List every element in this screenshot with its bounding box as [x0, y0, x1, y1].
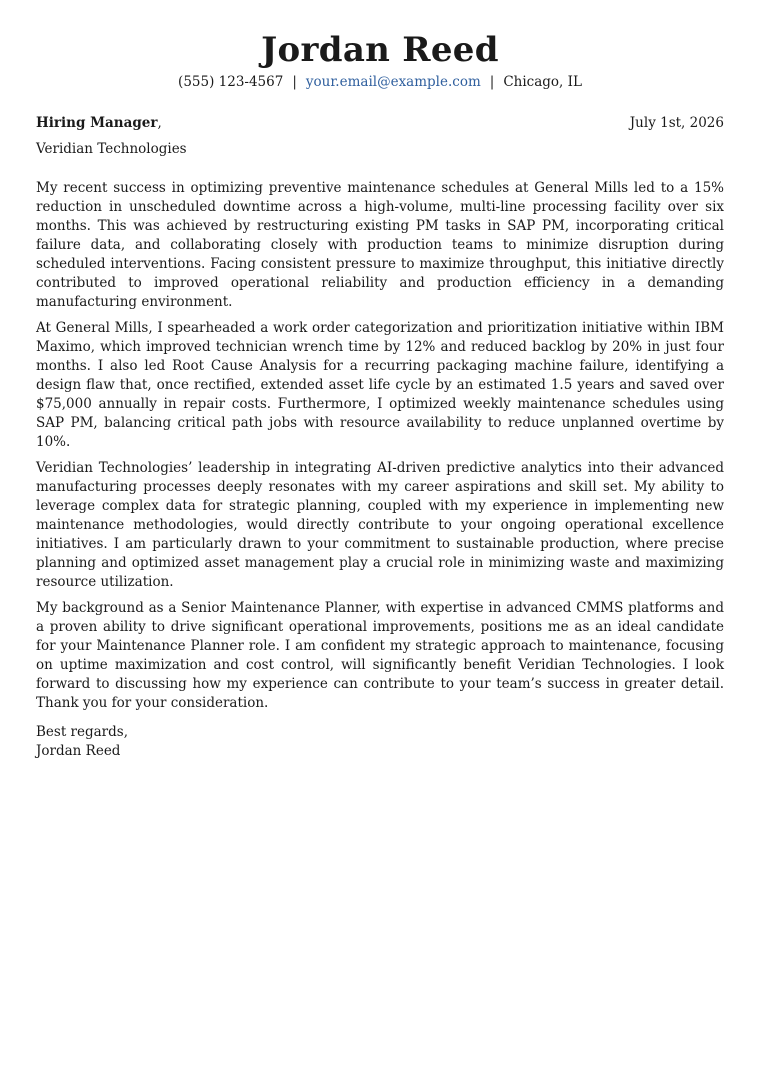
- recipient-title: Hiring Manager: [36, 115, 158, 131]
- contact-line: [36, 72, 724, 92]
- letter-date: July 1st, 2026: [629, 115, 724, 131]
- recipient-suffix: ,: [157, 115, 162, 131]
- recipient-company: Veridian Technologies: [36, 141, 187, 157]
- letter-closing: [36, 723, 724, 761]
- body-paragraph: My background as a Senior Maintenance Planner, with expertise in advanced CMMS platforms and a proven ability to drive significant operational improvements, positions me as an ideal candidate for your Maintenance Planner role. I am confident my strategic approach to maintenance, focusing on uptime maximization and cost control, will significantly benefit Veridian Technologies. I look forward to discussing how my experience can contribute to your team’s success in greater detail. Thank you for your consideration.: [36, 600, 724, 711]
- recipient-line: [36, 113, 162, 133]
- location: Chicago, IL: [503, 74, 582, 90]
- contact-separator: |: [292, 74, 297, 90]
- recipient-date-row: [36, 113, 724, 133]
- closing-salutation: Best regards,: [36, 724, 129, 740]
- body-paragraph: My recent success in optimizing preventive maintenance schedules at General Mills led to a 15% reduction in unscheduled downtime across a high-volume, multi-line processing facility over six months. This was achieved by restructuring existing PM tasks in SAP PM, incorporating critical failure data, and collaborating closely with production teams to minimize disruption during scheduled interventions. Facing consistent pressure to maximize throughput, this initiative directly contributed to improved operational reliability and production efficiency in a demanding manufacturing environment.: [36, 180, 724, 310]
- body-paragraph: At General Mills, I spearheaded a work order categorization and prioritization initiative within IBM Maximo, which improved technician wrench time by 12% and reduced backlog by 20% in just four months. I also led Root Cause Analysis for a recurring packaging machine failure, identifying a design flaw that, once rectified, extended asset life cycle by an estimated 1.5 years and saved over $75,000 annually in repair costs. Furthermore, I optimized weekly maintenance schedules using SAP PM, balancing critical path jobs with resource availability to reduce unplanned overtime by 10%.: [36, 320, 724, 450]
- applicant-name: Jordan Reed: [261, 30, 499, 70]
- closing-signature: Jordan Reed: [36, 743, 121, 759]
- body-paragraph: Veridian Technologies’ leadership in integrating AI-driven predictive analytics into their advanced manufacturing processes deeply resonates with my career aspirations and skill set. My ability to leverage complex data for strategic planning, coupled with my experience in implementing new maintenance methodologies, would directly contribute to your ongoing operational excellence initiatives. I am particularly drawn to your commitment to sustainable production, where precise planning and optimized asset management play a crucial role in minimizing waste and maximizing resource utilization.: [36, 460, 724, 590]
- contact-separator: |: [489, 74, 495, 90]
- email-link[interactable]: your.email@example.com: [305, 74, 481, 90]
- phone-number: (555) 123-4567: [178, 74, 284, 90]
- letter-body: [36, 179, 724, 713]
